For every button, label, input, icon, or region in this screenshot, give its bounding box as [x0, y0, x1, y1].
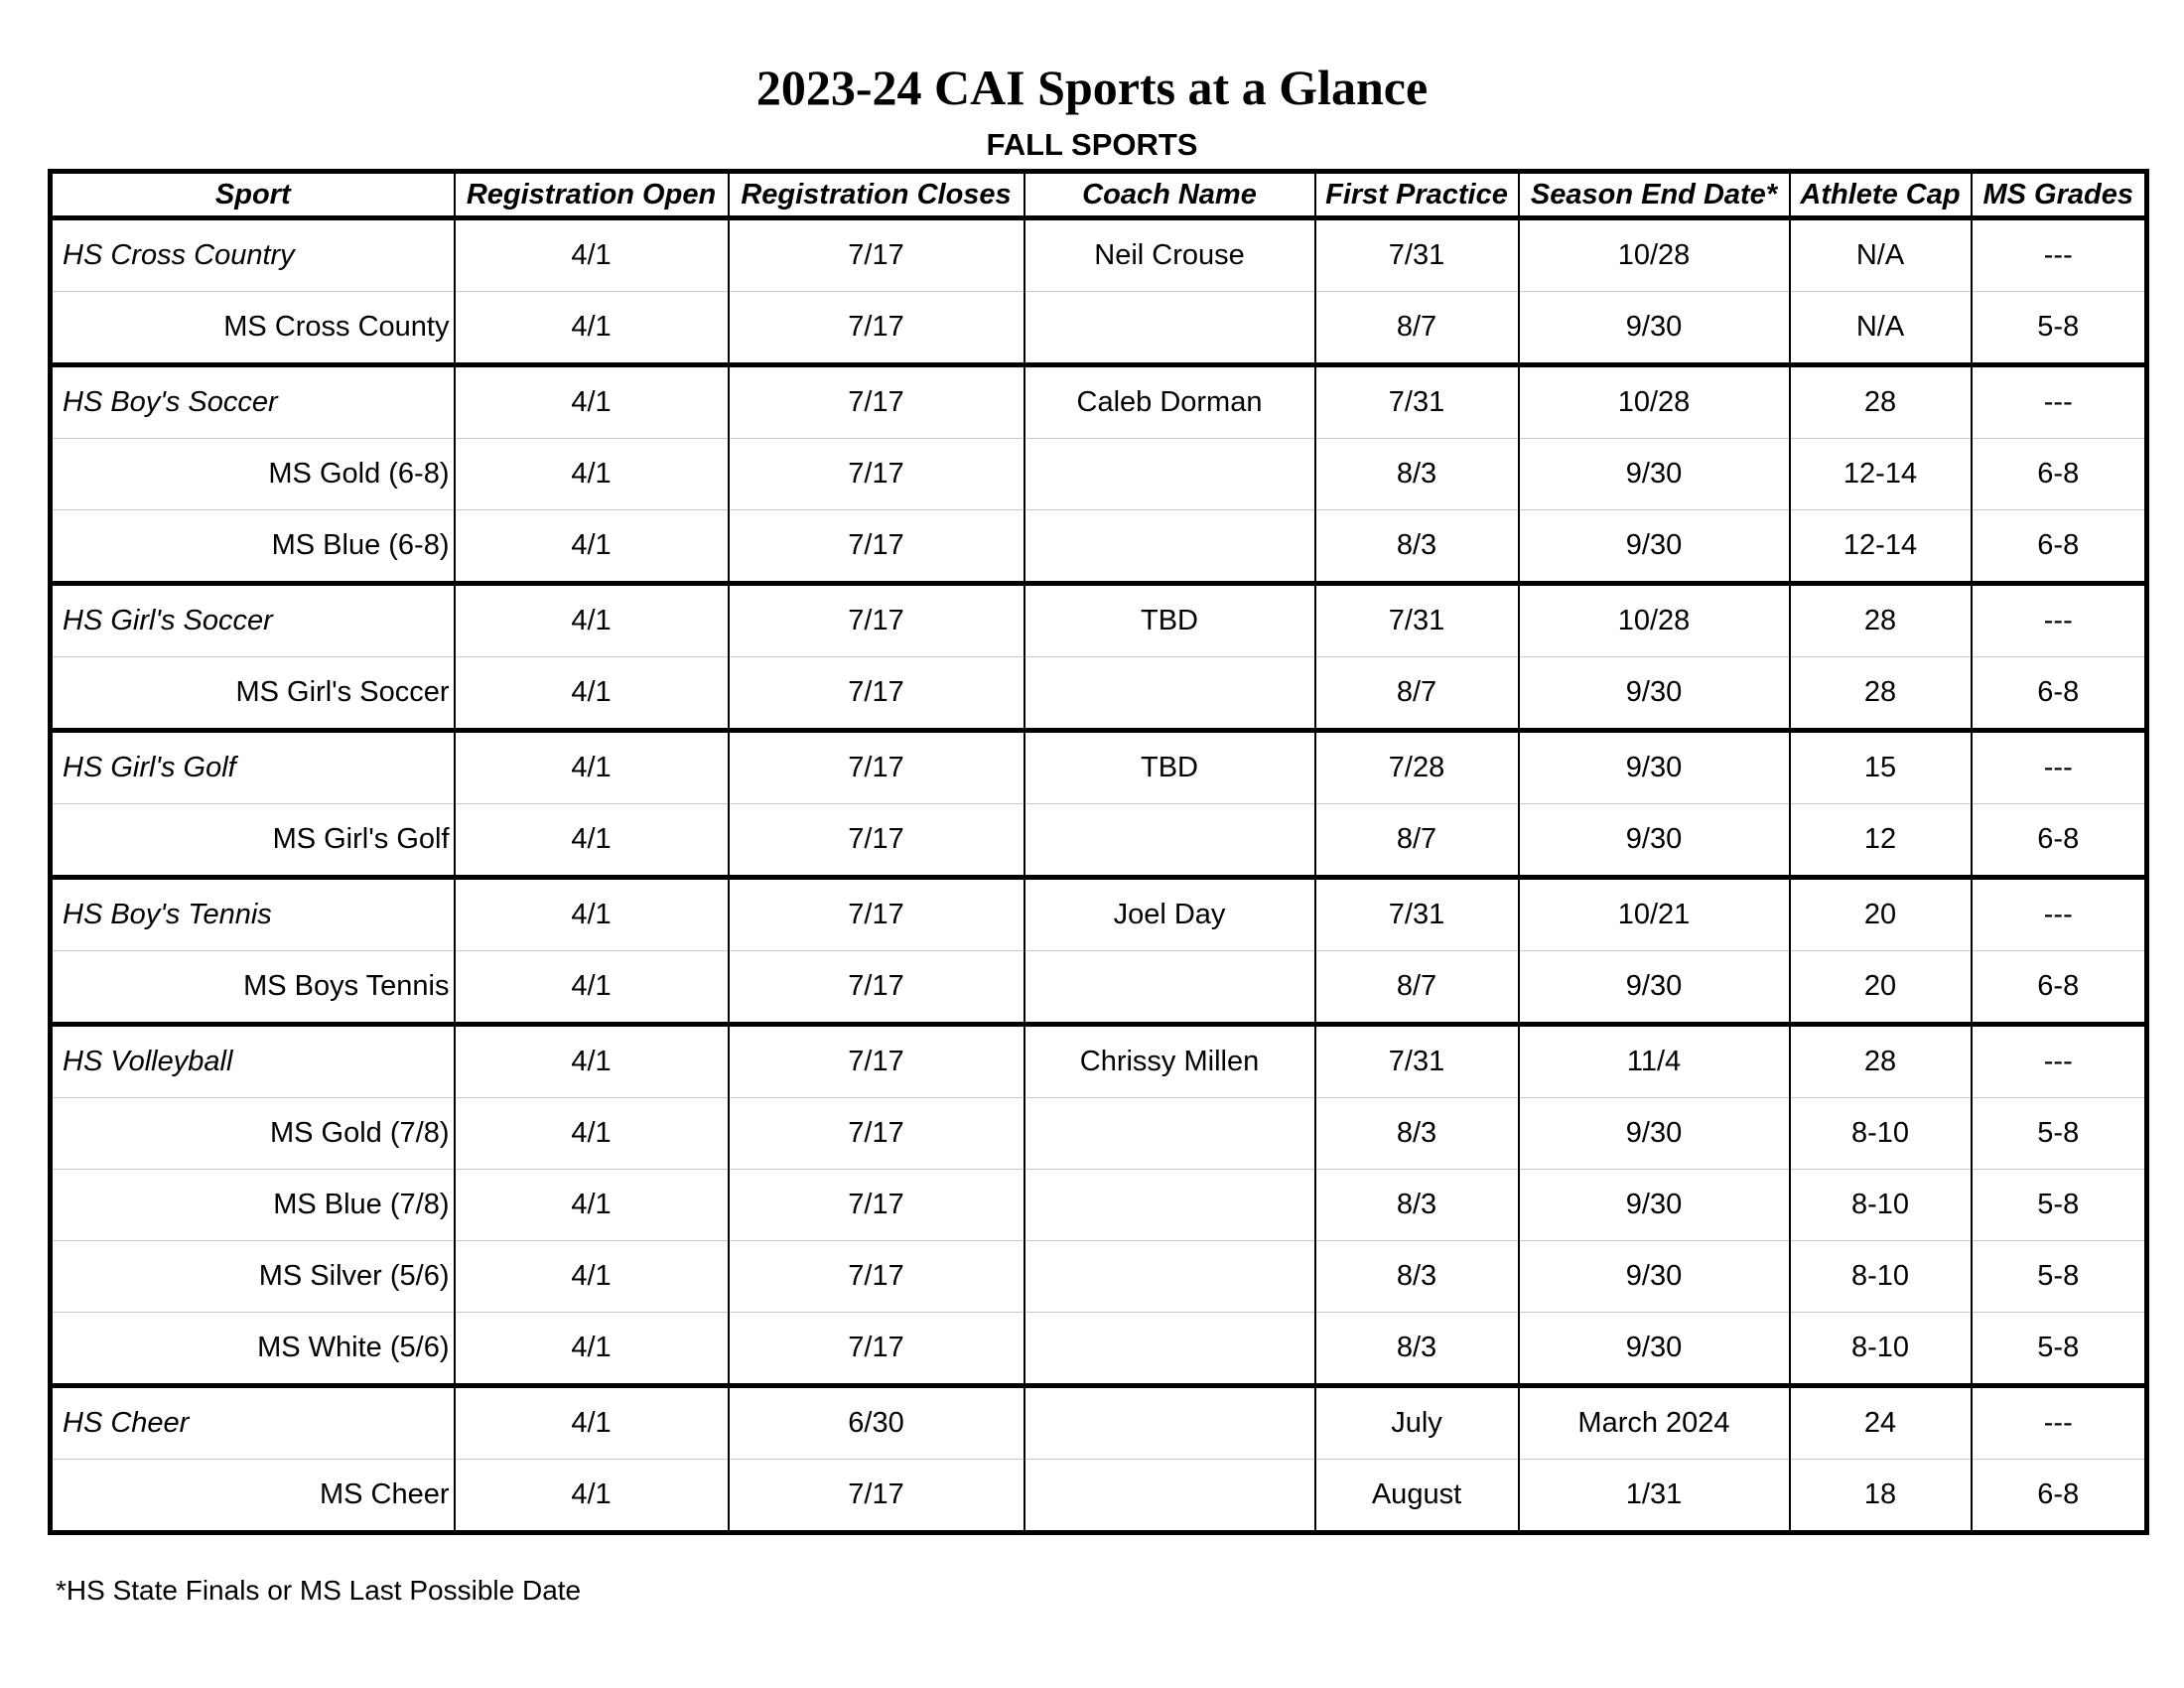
registration-closes-cell: 7/17 — [729, 584, 1024, 657]
first-practice-cell: 8/3 — [1315, 1170, 1519, 1241]
column-header-first-practice: First Practice — [1315, 172, 1519, 218]
registration-open-cell: 4/1 — [455, 878, 729, 951]
season-end-date-cell: 10/28 — [1519, 584, 1790, 657]
registration-closes-cell: 6/30 — [729, 1386, 1024, 1460]
table-row — [51, 1098, 2147, 1170]
registration-closes-cell: 7/17 — [729, 951, 1024, 1025]
sport-cell: MS Silver (5/6) — [51, 1241, 455, 1313]
first-practice-cell: July — [1315, 1386, 1519, 1460]
table-row — [51, 218, 2147, 292]
registration-open-cell: 4/1 — [455, 1098, 729, 1170]
sports-schedule-table — [48, 169, 2149, 1535]
athlete-cap-cell: N/A — [1790, 292, 1972, 365]
registration-closes-cell: 7/17 — [729, 1460, 1024, 1533]
section-subtitle: FALL SPORTS — [986, 127, 1198, 162]
coach-name-cell — [1024, 1313, 1315, 1386]
athlete-cap-cell: 20 — [1790, 878, 1972, 951]
header-row — [51, 172, 2147, 218]
athlete-cap-cell: 28 — [1790, 1025, 1972, 1098]
athlete-cap-cell: 28 — [1790, 365, 1972, 439]
registration-closes-cell: 7/17 — [729, 1025, 1024, 1098]
table-row — [51, 657, 2147, 731]
registration-open-cell: 4/1 — [455, 584, 729, 657]
registration-open-cell: 4/1 — [455, 1386, 729, 1460]
column-header-registration-closes: Registration Closes — [729, 172, 1024, 218]
season-end-date-cell: 9/30 — [1519, 804, 1790, 878]
sport-cell: HS Cheer — [51, 1386, 455, 1460]
registration-open-cell: 4/1 — [455, 1241, 729, 1313]
sport-cell: MS Cross County — [51, 292, 455, 365]
coach-name-cell — [1024, 657, 1315, 731]
athlete-cap-cell: N/A — [1790, 218, 1972, 292]
sport-cell: MS White (5/6) — [51, 1313, 455, 1386]
registration-closes-cell: 7/17 — [729, 804, 1024, 878]
athlete-cap-cell: 24 — [1790, 1386, 1972, 1460]
athlete-cap-cell: 8-10 — [1790, 1098, 1972, 1170]
season-end-date-cell: 9/30 — [1519, 292, 1790, 365]
ms-grades-cell: 5-8 — [1972, 1313, 2147, 1386]
registration-closes-cell: 7/17 — [729, 218, 1024, 292]
coach-name-cell — [1024, 439, 1315, 510]
coach-name-cell — [1024, 804, 1315, 878]
registration-closes-cell: 7/17 — [729, 292, 1024, 365]
athlete-cap-cell: 15 — [1790, 731, 1972, 804]
ms-grades-cell: 6-8 — [1972, 439, 2147, 510]
footnote: *HS State Finals or MS Last Possible Date — [56, 1575, 582, 1606]
registration-closes-cell: 7/17 — [729, 439, 1024, 510]
table-row — [51, 1460, 2147, 1533]
ms-grades-cell: --- — [1972, 1386, 2147, 1460]
season-end-date-cell: 10/28 — [1519, 365, 1790, 439]
table-row — [51, 878, 2147, 951]
sport-cell: MS Girl's Golf — [51, 804, 455, 878]
registration-closes-cell: 7/17 — [729, 657, 1024, 731]
sport-cell: MS Gold (6-8) — [51, 439, 455, 510]
ms-grades-cell: --- — [1972, 731, 2147, 804]
coach-name-cell: TBD — [1024, 731, 1315, 804]
ms-grades-cell: 5-8 — [1972, 1241, 2147, 1313]
season-end-date-cell: 1/31 — [1519, 1460, 1790, 1533]
season-end-date-cell: 9/30 — [1519, 731, 1790, 804]
sport-cell: MS Girl's Soccer — [51, 657, 455, 731]
registration-open-cell: 4/1 — [455, 365, 729, 439]
season-end-date-cell: 11/4 — [1519, 1025, 1790, 1098]
coach-name-cell: Caleb Dorman — [1024, 365, 1315, 439]
ms-grades-cell: 6-8 — [1972, 804, 2147, 878]
column-header-athlete-cap: Athlete Cap — [1790, 172, 1972, 218]
table-row — [51, 439, 2147, 510]
ms-grades-cell: 6-8 — [1972, 951, 2147, 1025]
season-end-date-cell: 9/30 — [1519, 657, 1790, 731]
ms-grades-cell: --- — [1972, 365, 2147, 439]
sport-cell: HS Cross Country — [51, 218, 455, 292]
table-row — [51, 804, 2147, 878]
coach-name-cell — [1024, 951, 1315, 1025]
first-practice-cell: 8/7 — [1315, 804, 1519, 878]
sport-cell: HS Girl's Golf — [51, 731, 455, 804]
ms-grades-cell: 5-8 — [1972, 1170, 2147, 1241]
athlete-cap-cell: 12-14 — [1790, 439, 1972, 510]
ms-grades-cell: --- — [1972, 218, 2147, 292]
registration-open-cell: 4/1 — [455, 292, 729, 365]
coach-name-cell — [1024, 1460, 1315, 1533]
coach-name-cell — [1024, 1241, 1315, 1313]
registration-open-cell: 4/1 — [455, 804, 729, 878]
registration-open-cell: 4/1 — [455, 731, 729, 804]
table-row — [51, 1170, 2147, 1241]
registration-closes-cell: 7/17 — [729, 1241, 1024, 1313]
coach-name-cell: Neil Crouse — [1024, 218, 1315, 292]
registration-open-cell: 4/1 — [455, 1025, 729, 1098]
first-practice-cell: 7/28 — [1315, 731, 1519, 804]
season-end-date-cell: 9/30 — [1519, 1241, 1790, 1313]
sport-cell: HS Boy's Tennis — [51, 878, 455, 951]
athlete-cap-cell: 12 — [1790, 804, 1972, 878]
coach-name-cell — [1024, 1386, 1315, 1460]
sport-cell: MS Gold (7/8) — [51, 1098, 455, 1170]
athlete-cap-cell: 20 — [1790, 951, 1972, 1025]
ms-grades-cell: 5-8 — [1972, 292, 2147, 365]
table-row — [51, 1025, 2147, 1098]
athlete-cap-cell: 8-10 — [1790, 1170, 1972, 1241]
table-row — [51, 1241, 2147, 1313]
season-end-date-cell: 9/30 — [1519, 510, 1790, 584]
sport-cell: MS Blue (6-8) — [51, 510, 455, 584]
registration-closes-cell: 7/17 — [729, 365, 1024, 439]
athlete-cap-cell: 28 — [1790, 657, 1972, 731]
coach-name-cell — [1024, 510, 1315, 584]
column-header-season-end-date: Season End Date* — [1519, 172, 1790, 218]
column-header-ms-grades: MS Grades — [1972, 172, 2147, 218]
table-row — [51, 510, 2147, 584]
registration-closes-cell: 7/17 — [729, 1313, 1024, 1386]
coach-name-cell — [1024, 1170, 1315, 1241]
registration-open-cell: 4/1 — [455, 1170, 729, 1241]
sport-cell: HS Girl's Soccer — [51, 584, 455, 657]
ms-grades-cell: --- — [1972, 1025, 2147, 1098]
registration-open-cell: 4/1 — [455, 218, 729, 292]
column-header-coach-name: Coach Name — [1024, 172, 1315, 218]
sport-cell: MS Blue (7/8) — [51, 1170, 455, 1241]
ms-grades-cell: 6-8 — [1972, 657, 2147, 731]
coach-name-cell — [1024, 292, 1315, 365]
first-practice-cell: 8/3 — [1315, 510, 1519, 584]
ms-grades-cell: 5-8 — [1972, 1098, 2147, 1170]
column-header-sport: Sport — [51, 172, 455, 218]
coach-name-cell: Chrissy Millen — [1024, 1025, 1315, 1098]
registration-open-cell: 4/1 — [455, 510, 729, 584]
ms-grades-cell: --- — [1972, 878, 2147, 951]
first-practice-cell: 8/7 — [1315, 951, 1519, 1025]
season-end-date-cell: 9/30 — [1519, 1313, 1790, 1386]
registration-open-cell: 4/1 — [455, 1460, 729, 1533]
first-practice-cell: 8/7 — [1315, 292, 1519, 365]
ms-grades-cell: --- — [1972, 584, 2147, 657]
season-end-date-cell: 10/28 — [1519, 218, 1790, 292]
column-header-registration-open: Registration Open — [455, 172, 729, 218]
registration-closes-cell: 7/17 — [729, 510, 1024, 584]
table-row — [51, 292, 2147, 365]
table-row — [51, 731, 2147, 804]
coach-name-cell: TBD — [1024, 584, 1315, 657]
athlete-cap-cell: 8-10 — [1790, 1241, 1972, 1313]
coach-name-cell: Joel Day — [1024, 878, 1315, 951]
registration-closes-cell: 7/17 — [729, 731, 1024, 804]
first-practice-cell: 8/7 — [1315, 657, 1519, 731]
athlete-cap-cell: 18 — [1790, 1460, 1972, 1533]
registration-closes-cell: 7/17 — [729, 878, 1024, 951]
season-end-date-cell: 9/30 — [1519, 951, 1790, 1025]
athlete-cap-cell: 28 — [1790, 584, 1972, 657]
season-end-date-cell: 9/30 — [1519, 439, 1790, 510]
first-practice-cell: 8/3 — [1315, 439, 1519, 510]
sport-cell: HS Boy's Soccer — [51, 365, 455, 439]
table-body — [51, 218, 2147, 1533]
season-end-date-cell: March 2024 — [1519, 1386, 1790, 1460]
table-row — [51, 951, 2147, 1025]
first-practice-cell: August — [1315, 1460, 1519, 1533]
ms-grades-cell: 6-8 — [1972, 510, 2147, 584]
table-row — [51, 584, 2147, 657]
first-practice-cell: 7/31 — [1315, 365, 1519, 439]
registration-open-cell: 4/1 — [455, 951, 729, 1025]
coach-name-cell — [1024, 1098, 1315, 1170]
registration-closes-cell: 7/17 — [729, 1170, 1024, 1241]
first-practice-cell: 8/3 — [1315, 1241, 1519, 1313]
ms-grades-cell: 6-8 — [1972, 1460, 2147, 1533]
season-end-date-cell: 9/30 — [1519, 1098, 1790, 1170]
sport-cell: HS Volleyball — [51, 1025, 455, 1098]
first-practice-cell: 8/3 — [1315, 1313, 1519, 1386]
registration-open-cell: 4/1 — [455, 439, 729, 510]
registration-closes-cell: 7/17 — [729, 1098, 1024, 1170]
registration-open-cell: 4/1 — [455, 1313, 729, 1386]
athlete-cap-cell: 12-14 — [1790, 510, 1972, 584]
sport-cell: MS Boys Tennis — [51, 951, 455, 1025]
athlete-cap-cell: 8-10 — [1790, 1313, 1972, 1386]
table-row — [51, 1313, 2147, 1386]
season-end-date-cell: 10/21 — [1519, 878, 1790, 951]
first-practice-cell: 7/31 — [1315, 1025, 1519, 1098]
table-row — [51, 365, 2147, 439]
first-practice-cell: 7/31 — [1315, 218, 1519, 292]
registration-open-cell: 4/1 — [455, 657, 729, 731]
sport-cell: MS Cheer — [51, 1460, 455, 1533]
first-practice-cell: 7/31 — [1315, 878, 1519, 951]
first-practice-cell: 8/3 — [1315, 1098, 1519, 1170]
page-title: 2023-24 CAI Sports at a Glance — [755, 60, 1429, 115]
season-end-date-cell: 9/30 — [1519, 1170, 1790, 1241]
table-row — [51, 1386, 2147, 1460]
first-practice-cell: 7/31 — [1315, 584, 1519, 657]
